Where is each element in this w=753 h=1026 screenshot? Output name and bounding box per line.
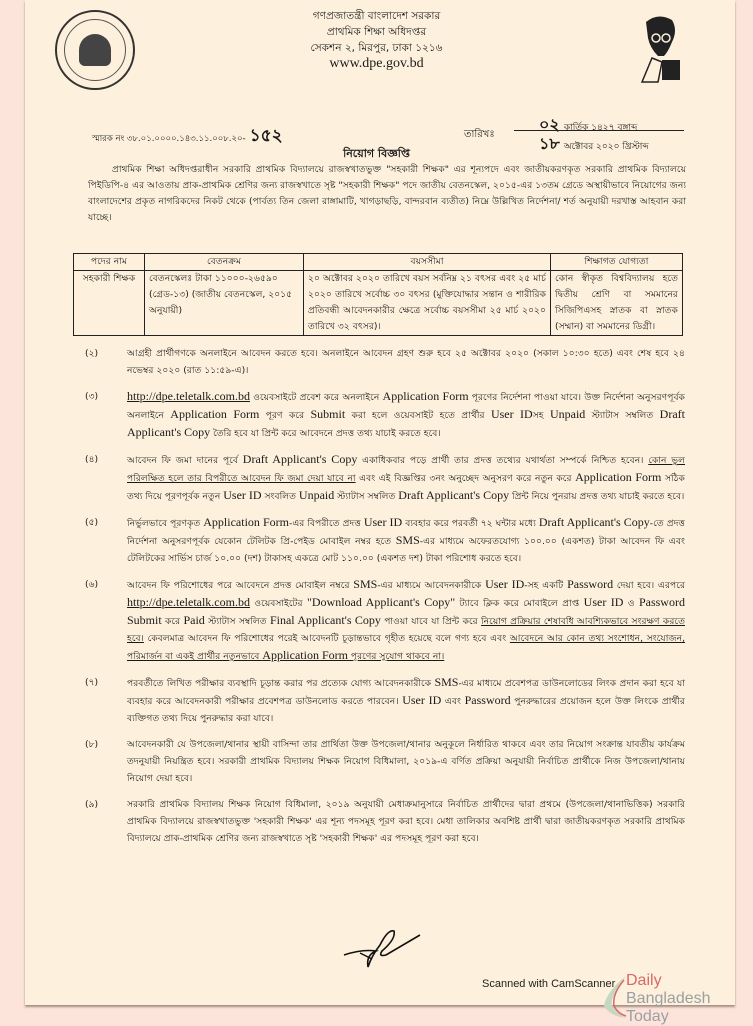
item-text: স্ট্যাটাস সম্বলিত — [334, 491, 399, 502]
item-text: নির্ভুলভাবে পূরণকৃত — [127, 518, 204, 529]
item-text: -সহ একটি — [524, 580, 568, 591]
camscanner-label: Scanned with CamScanner — [482, 978, 616, 990]
item-text: SMS — [395, 533, 420, 547]
teletalk-link[interactable]: http://dpe.teletalk.com.bd — [127, 595, 250, 609]
item-text: আগ্রহী প্রার্থীগণকে অনলাইনে আবেদন করতে হবে। অনলাইনে আবেদন গ্রহণ শুরু হবে ২৫ অক্টোবর ২০২০ (সকাল ১০:৩০ হতে) এবং শেষ হবে ২৪ নভেম্বর ২০২০ (রাত ১১:৫৯-এ)। — [127, 348, 685, 376]
item-text: ট্যাবে ক্লিক করে মোবাইলে প্রাপ্ত — [455, 598, 584, 609]
item-text: Application Form — [382, 389, 469, 403]
address: সেকশন ২, মিরপুর, ঢাকা ১২১৬ — [310, 42, 443, 54]
item-text: User ID — [402, 693, 442, 707]
cell-pay: বেতনস্কেলঃ টাকা ১১০০০-২৬৫৯০ (গ্রেড-১৩) (জাতীয় বেতনস্কেল, ২০১৫ অনুযায়ী) — [145, 271, 304, 336]
instruction-list — [85, 345, 685, 856]
dpe-seal-logo — [55, 10, 135, 90]
item-text: Application Form — [170, 407, 260, 421]
item-text: User ID — [490, 407, 533, 421]
item-text: User ID — [583, 595, 624, 609]
item-number: (৯) — [85, 799, 99, 810]
item-text: Application Form — [575, 470, 662, 484]
item-text: প্রিন্ট নিয়ে পুনরায় প্রদত্ত তথ্য যাচাই করতে হবে। — [509, 491, 685, 502]
item-text: SMS — [434, 675, 459, 689]
item-number: (৬) — [85, 579, 99, 590]
list-item-8 — [85, 736, 685, 787]
item-text: করা হলে ওয়েবসাইট হতে প্রার্থীর — [345, 410, 491, 421]
item-text: Unpaid — [298, 488, 335, 502]
item-text: ব্যবহার করে পরবর্তী ৭২ ঘন্টার মধ্যে — [402, 518, 539, 529]
item-text: "Download Applicant's Copy" — [306, 595, 456, 609]
header-age: বয়সসীমা — [304, 254, 551, 271]
item-text: আবেদন ফি পরিশোধের পরে আবেদনে প্রদত্ত মোবাইল নম্বরে — [127, 580, 354, 591]
item-text: -এর মাধ্যমে প্রবেশপত্র ডাউনলোডের লিংক প্রদান করা হবে যা ব্যবহার করে আবেদনকারী পরীক্ষার প্রবেশপত্র ডাউনলোড করতে পারবেন। — [127, 678, 685, 707]
tree-emblem-icon — [79, 34, 111, 66]
item-text: সংবলিত — [261, 491, 299, 502]
cell-post: সহকারী শিক্ষক — [74, 271, 145, 336]
item-text: সরকারি প্রাথমিক বিদ্যালয় শিক্ষক নিয়োগ বিধিমালা, ২০১৯ অনুযায়ী মেধাক্রমানুসারে নির্বাচিত প্রার্থীদের দ্বারা প্রথমে (উপজেলা/থানাভিত্তিক) সরকারি প্রাথমিক বিদ্যালয়ে রাজস্বখাতভুক্ত 'সহকারী শিক্ষক' এর শূন্য পদসমূহ পূরণ করা হবে। মেধা তালিকার অবশিষ্ট প্রার্থী দ্বারা জাতীয়করণকৃত সরকারি প্রাথমিক বিদ্যালয়ে প্রাক-প্রাথমিক শ্রেণির জন্য রাজস্বখাতে সৃষ্ট 'সহকারী শিক্ষক' এর পদসমূহ পূরণ করা হবে। — [127, 799, 685, 844]
item-number: (৮) — [85, 739, 99, 750]
item-text: -তে প্রদত্ত নির্দেশনা অনুসরণপূর্বক যেকোন টেলিটক প্রি-পেইড মোবাইল নম্বর হতে — [127, 518, 685, 547]
letterhead — [250, 8, 503, 72]
item-number: (৩) — [85, 391, 99, 402]
item-text: User ID — [485, 577, 525, 591]
cell-qualification: কোন স্বীকৃত বিশ্ববিদ্যালয় হতে দ্বিতীয় শ্রেণি বা সমমানের সিজিপিএসহ স্নাতক বা স্নাতক (সম্মান) বা সমমানের ডিগ্রী। — [551, 271, 683, 336]
item-text: পূরণ করে — [259, 410, 311, 421]
item-text: User ID — [223, 488, 262, 502]
list-item-2 — [85, 345, 685, 379]
item-text: কেবলমাত্র আবেদন ফি পরিশোধের পরেই আবেদনটি চূড়ান্তভাবে গৃহীত হয়েছে বলে গণ্য হবে এবং — [143, 633, 510, 644]
item-text: এবং এই বিজ্ঞপ্তির ৩নং অনুচ্ছেদ অনুসরণ করে নতুন করে — [355, 473, 576, 484]
header-post: পদের নাম — [74, 254, 145, 271]
teletalk-link[interactable]: http://dpe.teletalk.com.bd — [127, 389, 250, 403]
item-number: (২) — [85, 348, 99, 359]
item-text: পুনরুদ্ধারের প্রয়োজন হলে উক্ত লিংকে প্রার্থীর ব্যক্তিগত তথ্য দিয়ে পুনরুদ্ধার করা যাবে। — [127, 696, 685, 724]
item-text: ও — [623, 598, 639, 609]
item-text: করে — [161, 616, 184, 627]
cell-age: ২০ অক্টোবর ২০২০ তারিখে বয়স সর্বনিম্ন ২১ বৎসর এবং ২৫ মার্চ ২০২০ তারিখে সর্বোচ্চ ৩০ বৎসর (মুক্তিযোদ্ধার সন্তান ও শারীরিক প্রতিবন্ধী আবেদনকারীর ক্ষেত্রে সর্বোচ্চ বয়সসীমা ২৫ মার্চ ২০২০ তারিখে ৩২ বৎসর)। — [304, 271, 551, 336]
item-text: Draft Applicant's Copy — [538, 515, 650, 529]
watermark-daily: Daily — [626, 972, 662, 989]
item-text: -এর মাধ্যমে অফেরতযোগ্য ১০০.০০ (একশত) টাকা আবেদন ফি এবং টেলিটকের সার্ভিস চার্জ ১০.০০ (দশ) টাকাসহ একত্রে মোট ১১০.০০ (একশত দশ) টাকা পরিশোধ করতে হবে। — [127, 536, 685, 564]
item-text: Application Form — [203, 515, 289, 529]
item-text: আবেদন ফি জমা দানের পূর্বে — [127, 455, 243, 466]
underlined-text: পূরণের সুযোগ থাকবে না। — [347, 651, 445, 662]
item-text: Password — [567, 577, 614, 591]
item-text: এবং — [441, 696, 465, 707]
daily-bangladesh-today-watermark — [598, 972, 753, 1025]
item-text: -এর মাধ্যমে আবেদনকারীকে — [377, 580, 486, 591]
mujib-portrait-logo — [628, 12, 690, 84]
item-text: ওয়েবসাইটে প্রবেশ করে অনলাইনে — [249, 392, 383, 403]
header-pay: বেতনক্রম — [145, 254, 304, 271]
item-text: পরবর্তীতে লিখিত পরীক্ষার ব্যবস্থাদি চূড়ান্ত করার পর প্রত্যেক যোগ্য আবেদনকারীকে — [127, 678, 435, 689]
date-label: তারিখঃ — [464, 129, 495, 140]
watermark-bangladesh-today: Bangladesh Today — [626, 990, 711, 1025]
table-row — [74, 271, 683, 336]
item-text: সঠিক তথ্য দিয়ে পূরণপূর্বক নতুন — [127, 473, 685, 502]
item-text: Final Applicant's Copy — [269, 613, 381, 627]
item-text: পাওয়া যাবে যা প্রিন্ট করে — [380, 616, 482, 627]
list-item-7 — [85, 674, 685, 727]
underlined-text: আবেদনে আর কোন তথ্য সংশোধন, সংযোজন, পরিমার্জন বা একই প্রার্থীর নতুনভাবে — [127, 633, 686, 662]
header-qualification: শিক্ষাগত যোগ্যতা — [551, 254, 683, 271]
item-text: -এর বিপরীতে প্রদত্ত — [289, 518, 364, 529]
govt-name: গণপ্রজাতন্ত্রী বাংলাদেশ সরকার — [312, 10, 441, 22]
list-item-4 — [85, 451, 685, 505]
item-number: (৭) — [85, 677, 99, 688]
notice-title: নিয়োগ বিজ্ঞপ্তি — [343, 147, 410, 160]
item-text: একাধিকবার পড়ে প্রার্থী তার প্রদত্ত তথ্যের যথার্থতা সম্পর্কে নিশ্চিত হবেন। — [357, 455, 649, 466]
item-text: দেয়া হবে। এরপরে — [613, 580, 686, 591]
item-text: Submit — [310, 407, 346, 421]
item-text: ওয়েবসাইটের — [249, 598, 307, 609]
item-text: Password — [464, 693, 511, 707]
memo-number: ১৫২ — [249, 126, 283, 146]
gregorian-month-year: অক্টোবর ২০২০ খ্রিস্টাব্দ — [563, 142, 649, 152]
post-details-table — [73, 253, 683, 336]
underlined-text: Application Form — [262, 648, 348, 662]
website: www.dpe.gov.bd — [329, 56, 424, 71]
list-item-9 — [85, 796, 685, 847]
gregorian-day: ১৮ — [539, 134, 560, 153]
item-number: (৫) — [85, 517, 99, 528]
item-text: Draft Applicant's Copy — [242, 452, 358, 466]
underlined-text: কোন ভুল পরিলক্ষিত হলে তার বিপরীতে আবেদন ফি জমা দেয়া যাবে না — [127, 455, 686, 484]
item-text: আবেদনকারী যে উপজেলা/থানার স্থায়ী বাসিন্দা তার প্রার্থিতা উক্ত উপজেলা/থানার অনুকূলে নির্ধারিত থাকবে এবং তার নিয়োগ সংক্রান্ত যাবতীয় কার্যক্রম তদনুযায়ী নিয়ন্ত্রিত হবে। সরকারী প্রাথমিক বিদ্যালয় শিক্ষক নিয়োগ বিধিমালা, ২০১৯-এ বর্ণিত প্রক্রিয়া অনুযায়ী নির্বাচিত প্রার্থীকে নিজ উপজেলা/থানায় নিয়োগ দেয়া হবে। — [127, 739, 685, 784]
bangla-month-year: কার্তিক ১৪২৭ বঙ্গাব্দ — [563, 123, 638, 133]
item-text: User ID — [363, 515, 403, 529]
item-text: সহ — [532, 410, 550, 421]
item-text: Draft Applicant's Copy — [398, 488, 510, 502]
list-item-6 — [85, 576, 685, 665]
underlined-text: নিয়োগ প্রক্রিয়ার শেষাবধি আবশ্যিকভাবে সংরক্ষণ করতে হবে। — [127, 616, 685, 644]
memo-prefix: স্মারক নং ৩৮.০১.০০০০.১৪৩.১১.০০৮.২০- — [92, 134, 246, 144]
item-number: (৪) — [85, 454, 99, 465]
bangla-day: ০২ — [539, 115, 560, 134]
item-text: Draft Applicant's Copy — [127, 407, 685, 439]
item-text: Password Submit — [127, 595, 685, 627]
item-text: স্ট্যাটাস সম্বলিত — [204, 616, 270, 627]
item-text: স্ট্যাটাস সম্বলিত — [585, 410, 660, 421]
item-text: পূরণের নির্দেশনা পাওয়া যাবে। উক্ত নির্দেশনা অনুসরণপূর্বক অনলাইনে — [127, 392, 685, 421]
table-header-row — [74, 254, 683, 271]
list-item-3 — [85, 388, 685, 442]
watermark-swoosh-icon — [598, 976, 628, 1020]
intro-paragraph: প্রাথমিক শিক্ষা অধিদপ্তরাধীন সরকারি প্রাথমিক বিদ্যালয়ে রাজস্বখাতভুক্ত "সহকারী শিক্ষক" এর শূন্যপদে এবং জাতীয়করণকৃত সরকারি প্রাথমিক বিদ্যালয়ে পিইডিপি-৪ এর আওতায় প্রাক-প্রাথমিক শ্রেণির জন্য রাজস্বখাতে সৃষ্ট "সহকারী শিক্ষক" পদে জাতীয় বেতনস্কেল, ২০১৫-এর ১৩তম গ্রেডে অস্থায়ীভাবে নিয়োগের জন্য বাংলাদেশের প্রকৃত নাগরিকদের নিকট থেকে (পার্বত্য তিন জেলা রাঙ্গামাটি, খাগড়াছড়ি, বান্দরবান ব্যতীত) নিম্নে উল্লিখিত নির্দেশনা/ শর্ত অনুযায়ী দরখাস্ত আহবান করা যাচ্ছে। — [88, 164, 686, 223]
list-item-5 — [85, 514, 685, 567]
item-text: SMS — [353, 577, 378, 591]
signature — [342, 925, 422, 970]
item-text: তৈরি হবে যা প্রিন্ট করে আবেদনে প্রদত্ত তথ্য যাচাই করতে হবে। — [210, 428, 441, 439]
item-text: Paid — [183, 613, 205, 627]
item-text: Unpaid — [549, 407, 586, 421]
department-name: প্রাথমিক শিক্ষা অধিদপ্তর — [326, 26, 427, 38]
